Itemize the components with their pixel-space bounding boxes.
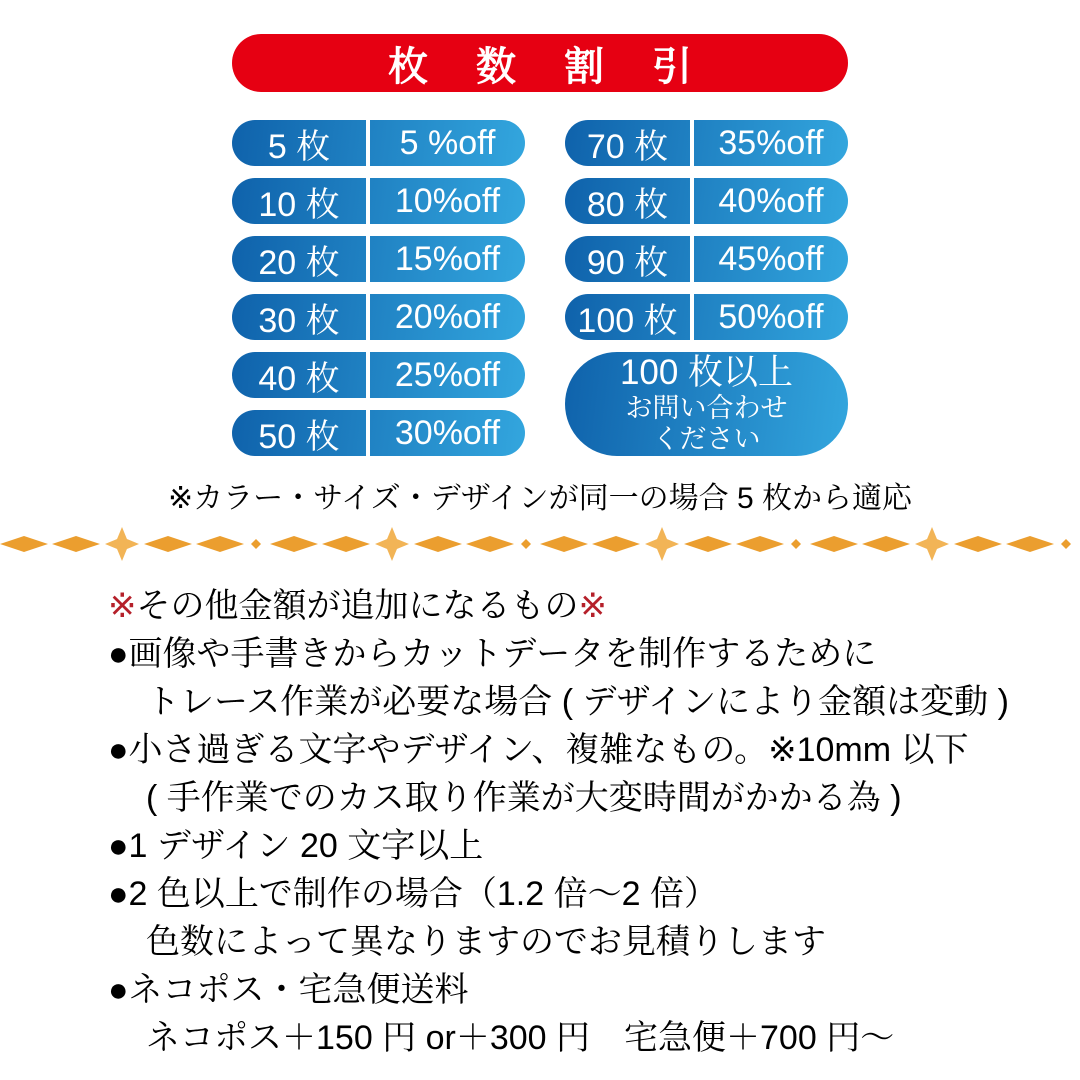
notes-heading-mark-left: ※ bbox=[108, 587, 137, 625]
quantity-cell: 50 枚 bbox=[232, 410, 370, 456]
quantity-cell: 20 枚 bbox=[232, 236, 370, 282]
discount-cell: 20%off bbox=[394, 297, 501, 336]
discount-column-right bbox=[565, 120, 848, 456]
note-line: ネコポス＋150 円 or＋300 円 宅急便＋700 円～ bbox=[146, 1019, 895, 1057]
discount-table bbox=[232, 120, 848, 456]
note-line: トレース作業が必要な場合 ( デザインにより金額は変動 ) bbox=[146, 683, 1009, 721]
notes-heading-mark-right: ※ bbox=[578, 587, 607, 625]
ornament-divider bbox=[0, 526, 1080, 562]
contact-line-2: お問い合わせ bbox=[625, 393, 788, 423]
quantity-cell: 30 枚 bbox=[232, 294, 370, 340]
discount-row bbox=[565, 178, 848, 224]
quantity-cell: 90 枚 bbox=[565, 236, 694, 282]
discount-cell: 10%off bbox=[394, 181, 501, 220]
discount-cell: 25%off bbox=[394, 355, 501, 394]
discount-cell: 40%off bbox=[718, 181, 824, 220]
quantity-cell: 100 枚 bbox=[565, 294, 694, 340]
note-line: ●画像や手書きからカットデータを制作するために bbox=[108, 635, 877, 673]
notes-heading-text: その他金額が追加になるもの bbox=[136, 587, 579, 625]
quantity-cell: 70 枚 bbox=[565, 120, 694, 166]
title-banner bbox=[232, 34, 848, 92]
discount-row bbox=[232, 120, 525, 166]
quantity-cell: 40 枚 bbox=[232, 352, 370, 398]
note-line: ( 手作業でのカス取り作業が大変時間がかかる為 ) bbox=[146, 779, 902, 817]
notes-heading bbox=[108, 582, 1050, 630]
discount-cell: 5 %off bbox=[399, 123, 496, 162]
note-line: ●小さ過ぎる文字やデザイン、複雑なもの。※10mm 以下 bbox=[108, 731, 969, 769]
note-line: ●1 デザイン 20 文字以上 bbox=[108, 827, 484, 865]
ornament-pattern-icon bbox=[0, 526, 1080, 562]
discount-row bbox=[565, 120, 848, 166]
quantity-cell: 5 枚 bbox=[232, 120, 370, 166]
table-note: ※カラー・サイズ・デザインが同一の場合 5 枚から適応 bbox=[168, 482, 912, 515]
discount-cell: 45%off bbox=[718, 239, 824, 278]
contact-line-3: ください bbox=[652, 424, 761, 454]
quantity-cell: 80 枚 bbox=[565, 178, 694, 224]
notes-section bbox=[108, 582, 1050, 1062]
discount-row bbox=[565, 236, 848, 282]
contact-pill bbox=[565, 352, 848, 456]
note-line: ●2 色以上で制作の場合（1.2 倍～2 倍） bbox=[108, 875, 718, 913]
contact-line-1: 100 枚以上 bbox=[619, 353, 794, 392]
note-line: 色数によって異なりますのでお見積りします bbox=[146, 923, 826, 961]
discount-row bbox=[232, 294, 525, 340]
note-line: ●ネコポス・宅急便送料 bbox=[108, 971, 469, 1009]
discount-cell: 30%off bbox=[394, 413, 501, 452]
quantity-cell: 10 枚 bbox=[232, 178, 370, 224]
discount-row bbox=[232, 236, 525, 282]
discount-row bbox=[232, 178, 525, 224]
discount-row bbox=[232, 352, 525, 398]
page-title: 枚数割引 bbox=[388, 44, 740, 89]
discount-row bbox=[232, 410, 525, 456]
discount-cell: 35%off bbox=[718, 123, 824, 162]
discount-cell: 15%off bbox=[394, 239, 501, 278]
discount-cell: 50%off bbox=[718, 297, 824, 336]
discount-column-left bbox=[232, 120, 525, 456]
discount-row bbox=[565, 294, 848, 340]
